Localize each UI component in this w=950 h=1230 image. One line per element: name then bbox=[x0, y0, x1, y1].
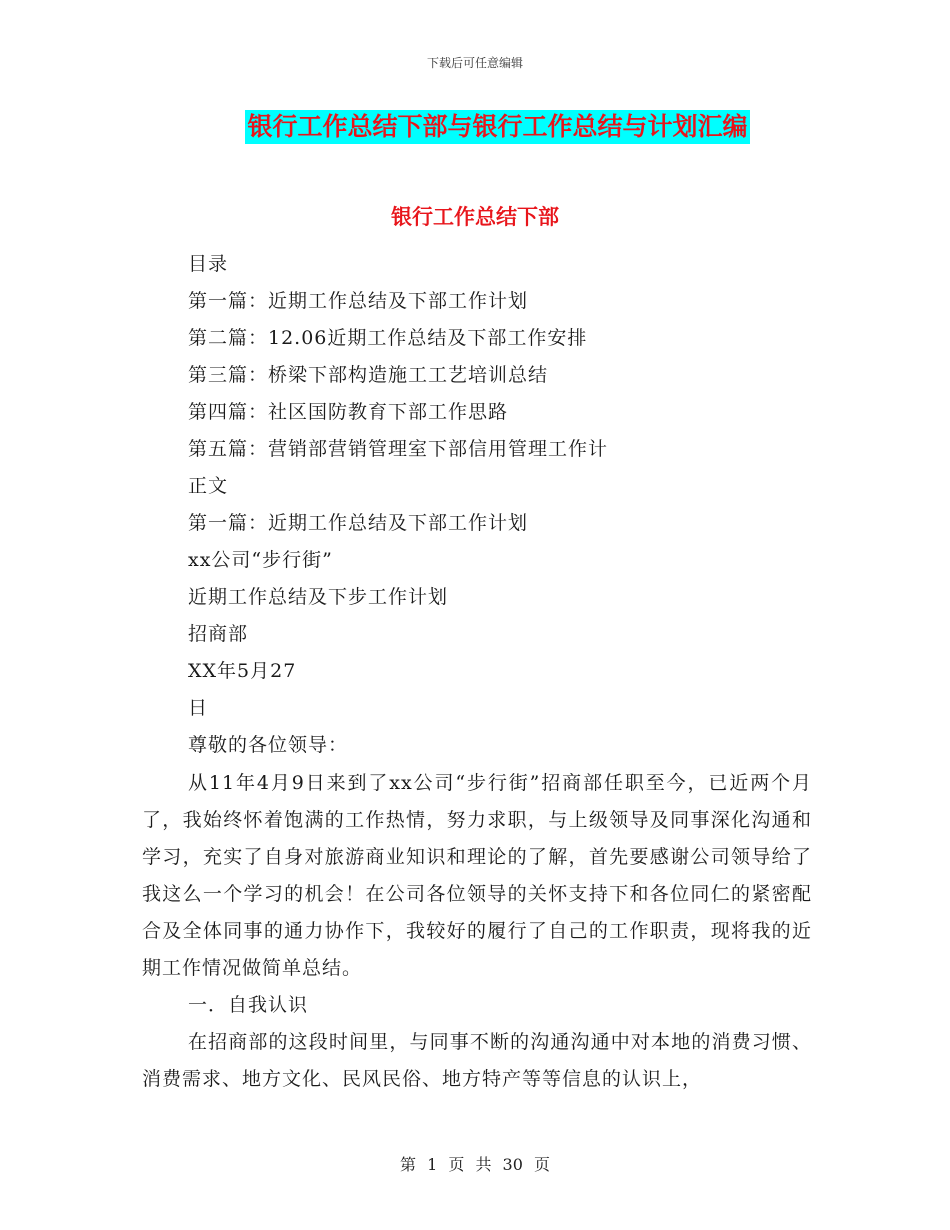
page-header-note: 下载后可任意编辑 bbox=[426, 56, 523, 70]
toc-item: 第三篇：桥梁下部构造施工工艺培训总结 bbox=[188, 364, 549, 386]
date-line-cont: 日 bbox=[188, 697, 209, 719]
page-footer: 第 1 页 共 30 页 bbox=[400, 1155, 550, 1174]
body-text bbox=[142, 765, 812, 1098]
toc-heading: 目录 bbox=[188, 253, 229, 275]
company-line: xx公司“步行街” bbox=[188, 549, 333, 571]
salutation: 尊敬的各位领导： bbox=[188, 734, 349, 756]
date-line: XX年5月27 bbox=[188, 660, 297, 682]
section-title: 银行工作总结下部 bbox=[391, 205, 559, 229]
section-heading: 一．自我认识 bbox=[188, 994, 309, 1016]
paragraph: 在招商部的这段时间里，与同事不断的沟通沟通中对本地的消费习惯、消费需求、地方文化、民风民俗、地方特产等等信息的认识上， bbox=[142, 1031, 812, 1090]
report-title: 近期工作总结及下步工作计划 bbox=[188, 586, 449, 608]
toc-item: 第二篇：12.06近期工作总结及下部工作安排 bbox=[188, 327, 588, 349]
main-title-wrap bbox=[0, 110, 950, 144]
body-heading: 正文 bbox=[188, 475, 229, 497]
table-of-contents bbox=[188, 246, 808, 764]
toc-item: 第一篇：近期工作总结及下部工作计划 bbox=[188, 290, 529, 312]
paragraph: 从11年4月9日来到了xx公司“步行街”招商部任职至今，已近两个月了，我始终怀着饱满的工作热情，努力求职，与上级领导及同事深化沟通和学习，充实了自身对旅游商业知识和理论的了解，首先要感谢公司领导给了我这么一个学习的机会！在公司各位领导的关怀支持下和各位同仁的紧密配合及全体同事的通力协作下，我较好的履行了自己的工作职责，现将我的近期工作情况做简单总结。 bbox=[142, 772, 812, 979]
department-line: 招商部 bbox=[188, 623, 249, 645]
article-title: 第一篇：近期工作总结及下部工作计划 bbox=[188, 512, 529, 534]
toc-item: 第五篇：营销部营销管理室下部信用管理工作计 bbox=[188, 438, 609, 460]
document-title: 银行工作总结下部与银行工作总结与计划汇编 bbox=[245, 110, 749, 144]
toc-item: 第四篇：社区国防教育下部工作思路 bbox=[188, 401, 509, 423]
